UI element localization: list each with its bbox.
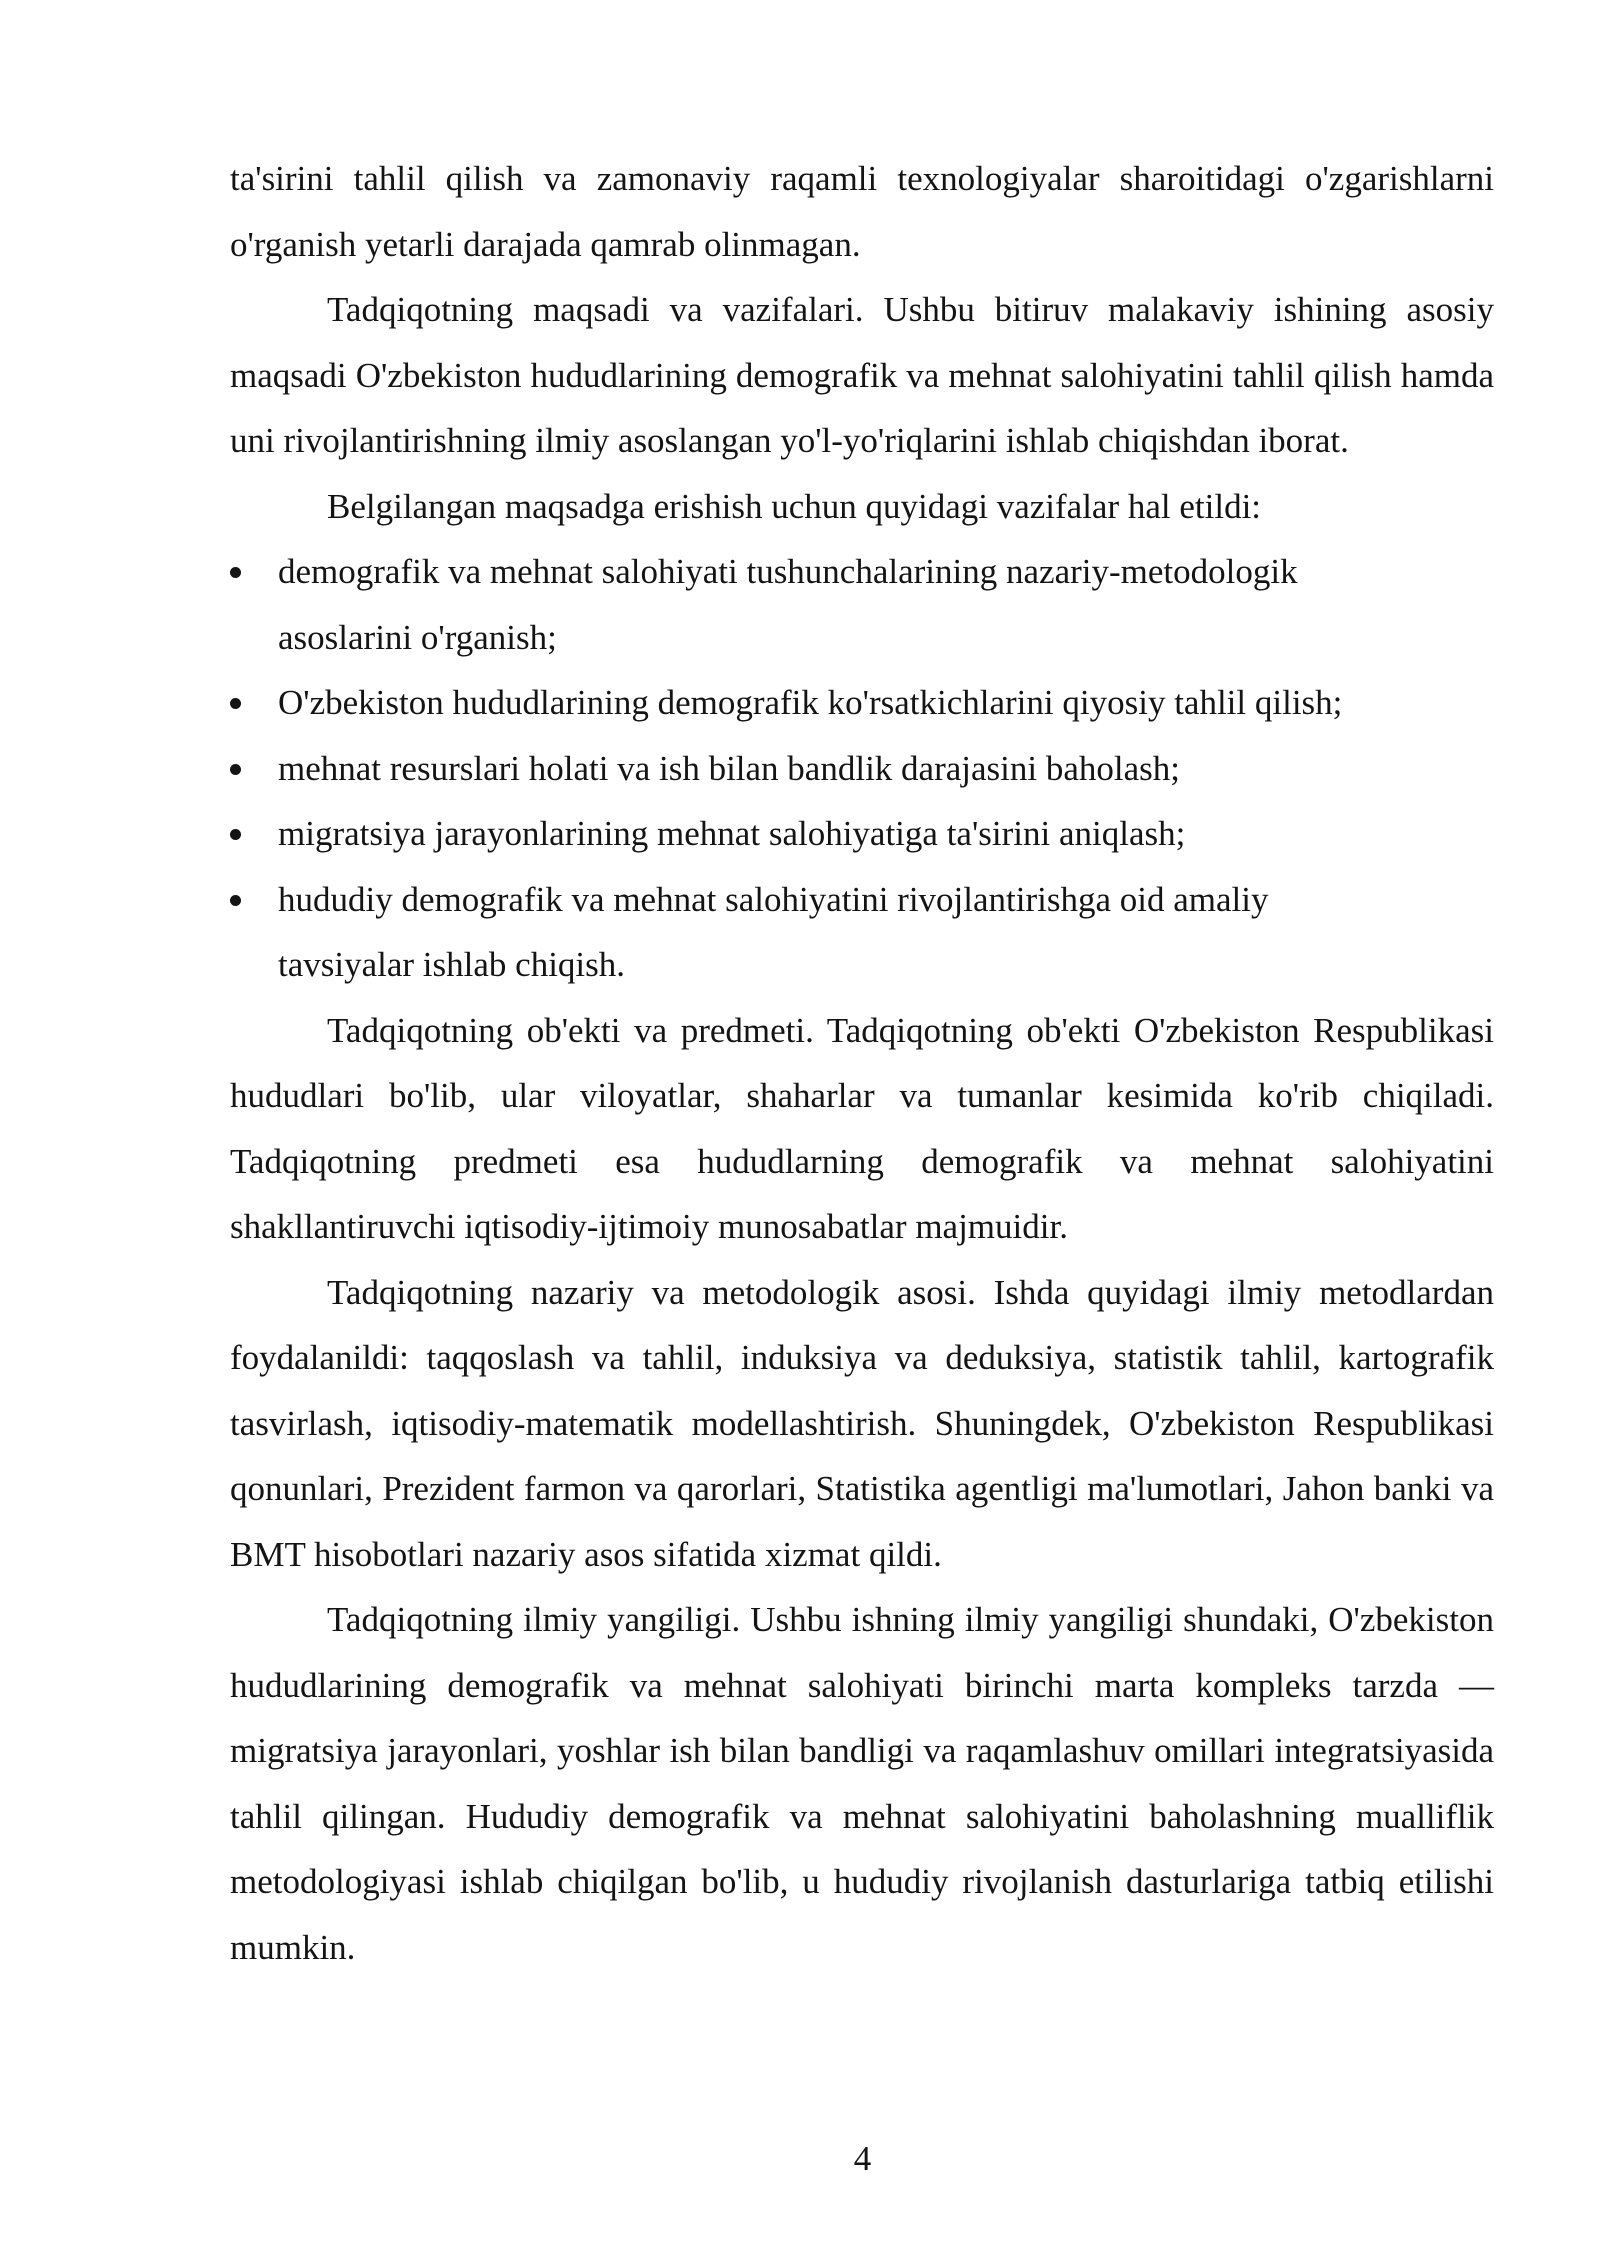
tasks-list	[230, 539, 1494, 998]
list-item-text: O'zbekiston hududlarining demografik ko'rsatkichlarini qiyosiy tahlil qilish;	[278, 683, 1343, 722]
bullet-icon	[230, 567, 241, 578]
list-item-text: mehnat resurslari holati va ish bilan bandlik darajasini baholash;	[278, 748, 1180, 788]
list-item-text: demografik va mehnat salohiyati tushunchalarining nazariy-metodologik asoslarini o'rganish;	[278, 552, 1298, 657]
list-item	[230, 670, 1494, 736]
paragraph-methodology: Tadqiqotning nazariy va metodologik asosi. Ishda quyidagi ilmiy metodlardan foydalanildi: taqqoslash va tahlil, induksiya va deduksiya, statistik tahlil, kartografik tasvirlash, iqtisodiy-matematik modellashtirish. Shuningdek, O'zbekiston Respublikasi qonunlari, Prezident farmon va qarorlari, Statistika agentligi ma'lumotlari, Jahon banki va BMT hisobotlari nazariy asos sifatida xizmat qildi.	[230, 1272, 1494, 1574]
list-item	[230, 801, 1494, 867]
list-item	[230, 736, 1494, 802]
paragraph-novelty: Tadqiqotning ilmiy yangiligi. Ushbu ishning ilmiy yangiligi shundaki, O'zbekiston hududlarining demografik va mehnat salohiyati birinchi marta kompleks tarzda — migratsiya jarayonlari, yoshlar ish bilan bandligi va raqamlashuv omillari integratsiyasida tahlil qilingan. Hududiy demografik va mehnat salohiyatini baholashning mualliflik metodologiyasi ishlab chiqilgan bo'lib, u hududiy rivojlanish dasturlariga tatbiq etilishi mumkin.	[230, 1600, 1494, 1967]
paragraph-continuation: ta'sirini tahlil qilish va zamonaviy raqamli texnologiyalar sharoitidagi o'zgarishlarni o'rganish yetarli darajada qamrab olinmagan.	[230, 159, 1494, 264]
list-item	[230, 867, 1494, 998]
list-item	[230, 539, 1494, 670]
bullet-icon	[230, 829, 241, 840]
paragraph-research-aim: Tadqiqotning maqsadi va vazifalari. Ushbu bitiruv malakaviy ishining asosiy maqsadi O'zbekiston hududlarining demografik va mehnat salohiyatini tahlil qilish hamda uni rivojlantirishning ilmiy asoslangan yo'l-yo'riqlarini ishlab chiqishdan iborat.	[230, 290, 1494, 460]
paragraph-object-subject: Tadqiqotning ob'ekti va predmeti. Tadqiqotning ob'ekti O'zbekiston Respublikasi hududlari bo'lib, ular viloyatlar, shaharlar va tumanlar kesimida ko'rib chiqiladi. Tadqiqotning predmeti esa hududlarning demografik va mehnat salohiyatini shakllantiruvchi iqtisodiy-ijtimoiy munosabatlar majmuidir.	[230, 1010, 1494, 1246]
bullet-icon	[230, 764, 241, 775]
bullet-icon	[230, 895, 241, 906]
paragraph-tasks-intro: Belgilangan maqsadga erishish uchun quyidagi vazifalar hal etildi:	[327, 486, 1262, 526]
document-page	[230, 146, 1494, 1980]
list-item-text: migratsiya jarayonlarining mehnat salohiyatiga ta'sirini aniqlash;	[278, 814, 1186, 853]
list-item-text: hududiy demografik va mehnat salohiyatini rivojlantirishga oid amaliy tavsiyalar ishlab chiqish.	[278, 879, 1269, 984]
page-number: 4	[853, 2139, 872, 2178]
bullet-icon	[230, 698, 241, 709]
